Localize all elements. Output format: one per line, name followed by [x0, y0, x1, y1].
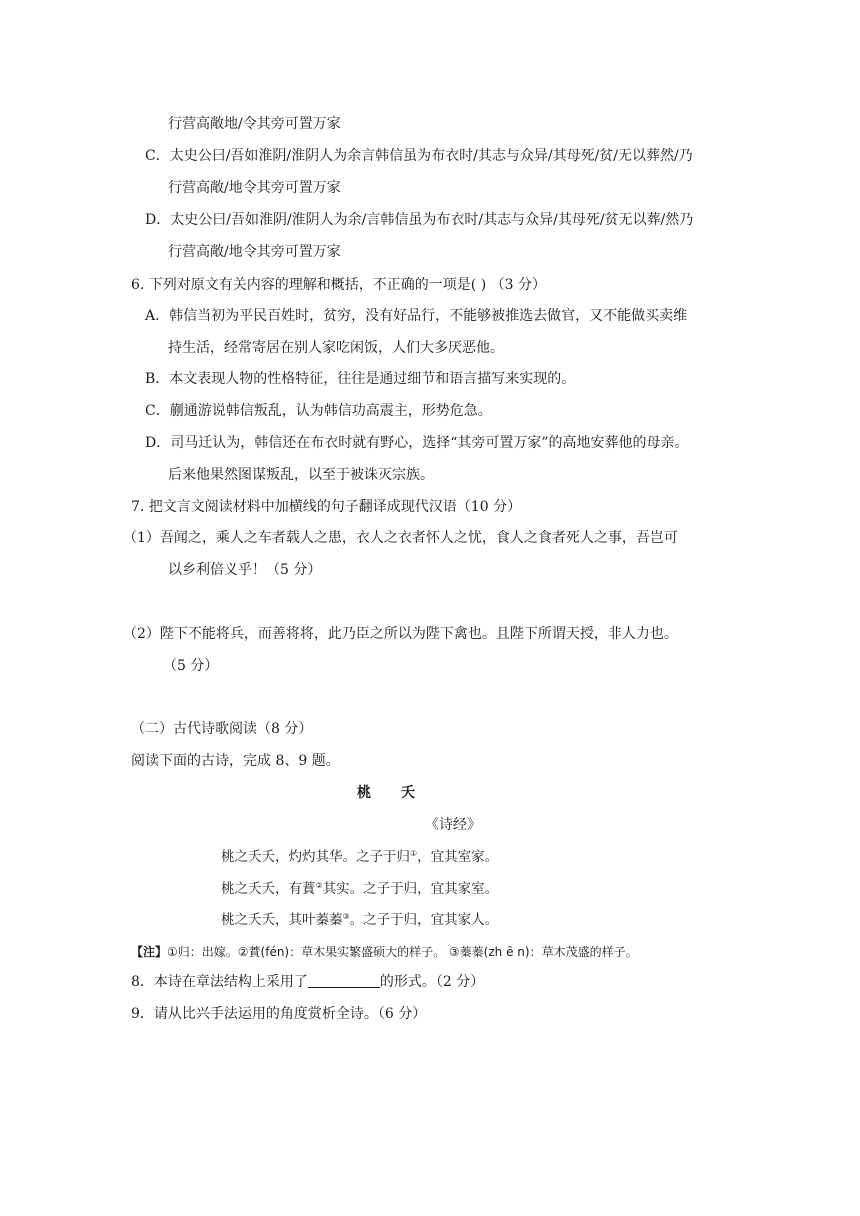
poem-source: 《诗经》 [425, 817, 481, 833]
poem-text: 桃之夭夭，其叶蓁蓁 [221, 912, 343, 928]
option-text: 韩信当初为平民百姓时，贫穷，没有好品行，不能够被推选去做官，又不能做买卖维 [169, 308, 688, 324]
q6-option-d-line2: 后来他果然图谋叛乱，以至于被诛灭宗族。 [168, 467, 434, 483]
option-label: C． [145, 148, 170, 164]
q7-sentence-1: （1）吾闻之，乘人之车者载人之患，衣人之衣者怀人之忧，食人之食者死人之事，吾岂可 [123, 530, 678, 546]
q5-option-d [145, 210, 693, 230]
note-text: ①归：出嫁。②蕡(fén)：草木果实繁盛硕大的样子。 ③蓁蓁(zh ē n)：草木茂盛的样子。 [167, 945, 638, 959]
note-label: 【注】 [131, 945, 168, 959]
q6-option-c [145, 401, 492, 421]
q5-option-d-line2: 行营高敞/地令其旁可置万家 [168, 244, 341, 260]
poem-line-1 [221, 847, 498, 867]
option-text: 太史公曰/吾如淮阴/淮阴人为余/言韩信虽为布衣时/其志与众异/其母死/贫无以葬/然乃 [170, 212, 694, 228]
q7-stem: 7. 把文言文阅读材料中加横线的句子翻译成现代汉语（10 分） [131, 499, 522, 515]
poem-notes [131, 942, 638, 962]
q6-option-d [145, 433, 689, 453]
q6-option-a [145, 306, 687, 326]
q6-option-a-line2: 持生活，经常寄居在别人家吃闲饭，人们大多厌恶他。 [168, 340, 504, 356]
option-text: 蒯通游说韩信叛乱，认为韩信功高震主，形势危急。 [169, 403, 492, 419]
option-label: A． [145, 308, 170, 324]
poem-title-char-1: 桃 [357, 785, 371, 801]
poem-title-char-2: 夭 [401, 785, 415, 801]
option-label: D． [145, 212, 171, 228]
q7-sentence-2: （2）陛下不能将兵，而善将将，此乃臣之所以为陛下禽也。且陛下所谓天授，非人力也。 [123, 626, 678, 642]
option-label: B． [145, 371, 170, 387]
answer-blank[interactable] [308, 973, 380, 988]
q5-option-b-line2: 行营高敞地/令其旁可置万家 [168, 116, 341, 132]
q5-option-c-line2: 行营高敞/地令其旁可置万家 [168, 180, 341, 196]
poem-text: 其实。之子于归，宜其家室。 [322, 881, 499, 897]
q8-stem [131, 972, 484, 992]
option-text: 本文表现人物的性格特征，往往是通过细节和语言描写来实现的。 [169, 371, 576, 387]
q9-stem: 9．请从比兴手法运用的角度赏析全诗。（6 分） [131, 1006, 427, 1022]
q8-prefix: 8．本诗在章法结构上采用了 [131, 974, 308, 990]
poem-text: 桃之夭夭，有蕡 [221, 881, 316, 897]
poem-line-3 [221, 910, 498, 930]
footnote-marker: ② [315, 881, 323, 890]
poem-text: 桃之夭夭，灼灼其华。之子于归 [221, 849, 410, 865]
q7-sentence-2-line2: （5 分） [163, 658, 219, 674]
option-label: D． [145, 435, 171, 451]
poem-text: 。之子于归，宜其家人。 [349, 912, 499, 928]
q7-sentence-1-line2: 以乡利倍义乎！（5 分） [168, 562, 322, 578]
q5-option-c [145, 146, 693, 166]
option-text: 太史公曰/吾如淮阴/淮阴人为余言韩信虽为布衣时/其志与众异/其母死/贫/无以葬然/乃 [169, 148, 693, 164]
q6-option-b [145, 369, 575, 389]
option-label: C． [145, 403, 170, 419]
footnote-marker: ③ [342, 912, 350, 921]
footnote-marker: ① [410, 849, 418, 858]
section-heading: （二）古代诗歌阅读（8 分） [131, 721, 313, 737]
option-text: 司马迁认为，韩信还在布衣时就有野心，选择“其旁可置万家”的高地安葬他的母亲。 [170, 435, 689, 451]
poem-title [357, 783, 415, 803]
q6-stem: 6. 下列对原文有关内容的理解和概括，不正确的一项是( ) （3 分） [131, 277, 546, 293]
section-instruction: 阅读下面的古诗，完成 8、9 题。 [131, 753, 340, 769]
q8-suffix: 的形式。（2 分） [379, 974, 485, 990]
poem-line-2 [221, 879, 498, 899]
poem-text: ，宜其室家。 [417, 849, 499, 865]
